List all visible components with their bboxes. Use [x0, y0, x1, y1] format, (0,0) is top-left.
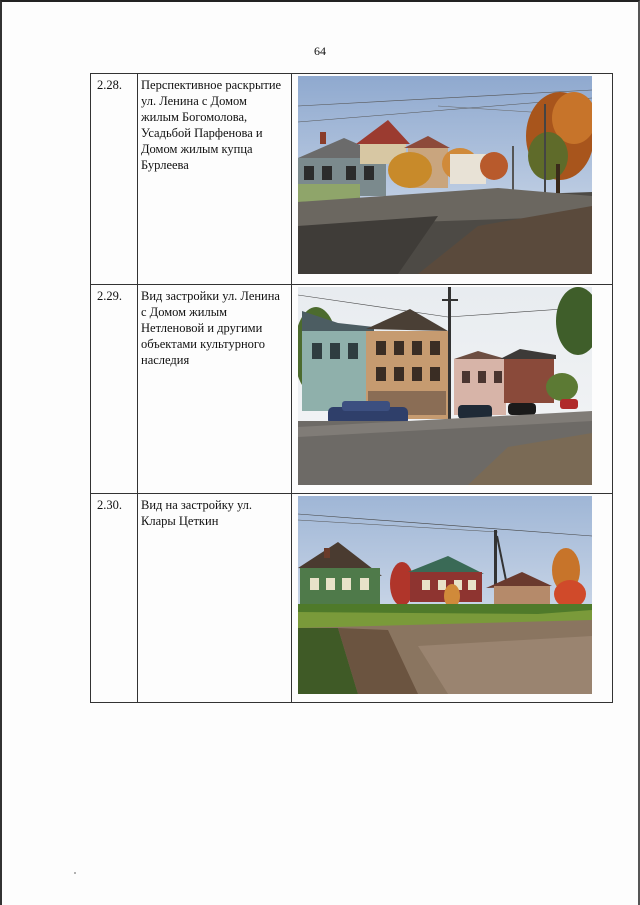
- row-number: 2.29.: [91, 285, 138, 494]
- table-row: [91, 494, 613, 703]
- heritage-table: [90, 73, 613, 703]
- street-buildings-photo: [298, 287, 592, 485]
- table-row: [91, 285, 613, 494]
- photo-cell: [292, 74, 613, 285]
- row-number: 2.28.: [91, 74, 138, 285]
- page-number: 64: [314, 44, 326, 58]
- street-perspective-photo: [298, 76, 592, 274]
- row-description: Вид застройки ул. Ленина с Домом жилым Нетленовой и другими объектами культурного наследия: [138, 285, 292, 494]
- row-number: 2.30.: [91, 494, 138, 703]
- klara-zetkin-street-photo: [298, 496, 592, 694]
- table-row: [91, 74, 613, 285]
- scan-speck: [74, 872, 76, 874]
- row-description: Перспективное раскрытие ул. Ленина с Домом жилым Богомолова, Усадьбой Парфенова и Домом жилым купца Бурлеева: [138, 74, 292, 285]
- photo-cell: [292, 285, 613, 494]
- row-description: Вид на застройку ул. Клары Цеткин: [138, 494, 292, 703]
- photo-cell: [292, 494, 613, 703]
